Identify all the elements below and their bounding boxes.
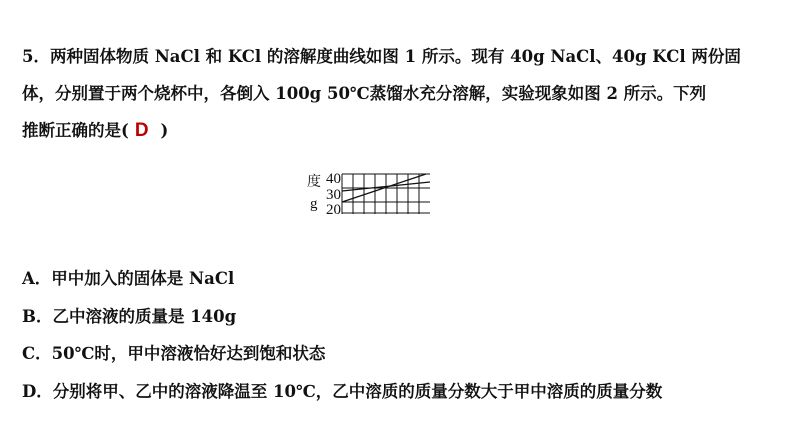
answer-letter: D <box>134 120 149 141</box>
option-c: C．50℃时，甲中溶液恰好达到饱和状态 <box>22 344 326 363</box>
question-line-3 <box>22 120 168 142</box>
option-b: B．乙中溶液的质量是 140g <box>22 307 237 326</box>
tick-label-20: 20 <box>326 202 341 214</box>
tick-label-30: 30 <box>326 187 341 203</box>
grid <box>342 174 430 214</box>
tick-label-40: 40 <box>326 171 341 187</box>
solubility-curve-figure <box>306 166 434 214</box>
y-axis-label-bottom: g <box>310 196 318 212</box>
y-axis-label-top: 度 <box>307 175 321 190</box>
option-d: D．分别将甲、乙中的溶液降温至 10℃，乙中溶质的质量分数大于甲中溶质的质量分数 <box>22 382 663 401</box>
question-line-3-suffix: ) <box>160 121 169 140</box>
question-line-3-prefix: 推断正确的是( <box>22 121 129 140</box>
question-line-2: 体，分别置于两个烧杯中，各倒入 100g 50℃蒸馏水充分溶解，实验现象如图 2 所示。下列 <box>22 84 707 103</box>
option-a: A．甲中加入的固体是 NaCl <box>22 269 235 288</box>
question-line-1: 5．两种固体物质 NaCl 和 KCl 的溶解度曲线如图 1 所示。现有 40g NaCl、40g KCl 两份固 <box>22 47 741 66</box>
